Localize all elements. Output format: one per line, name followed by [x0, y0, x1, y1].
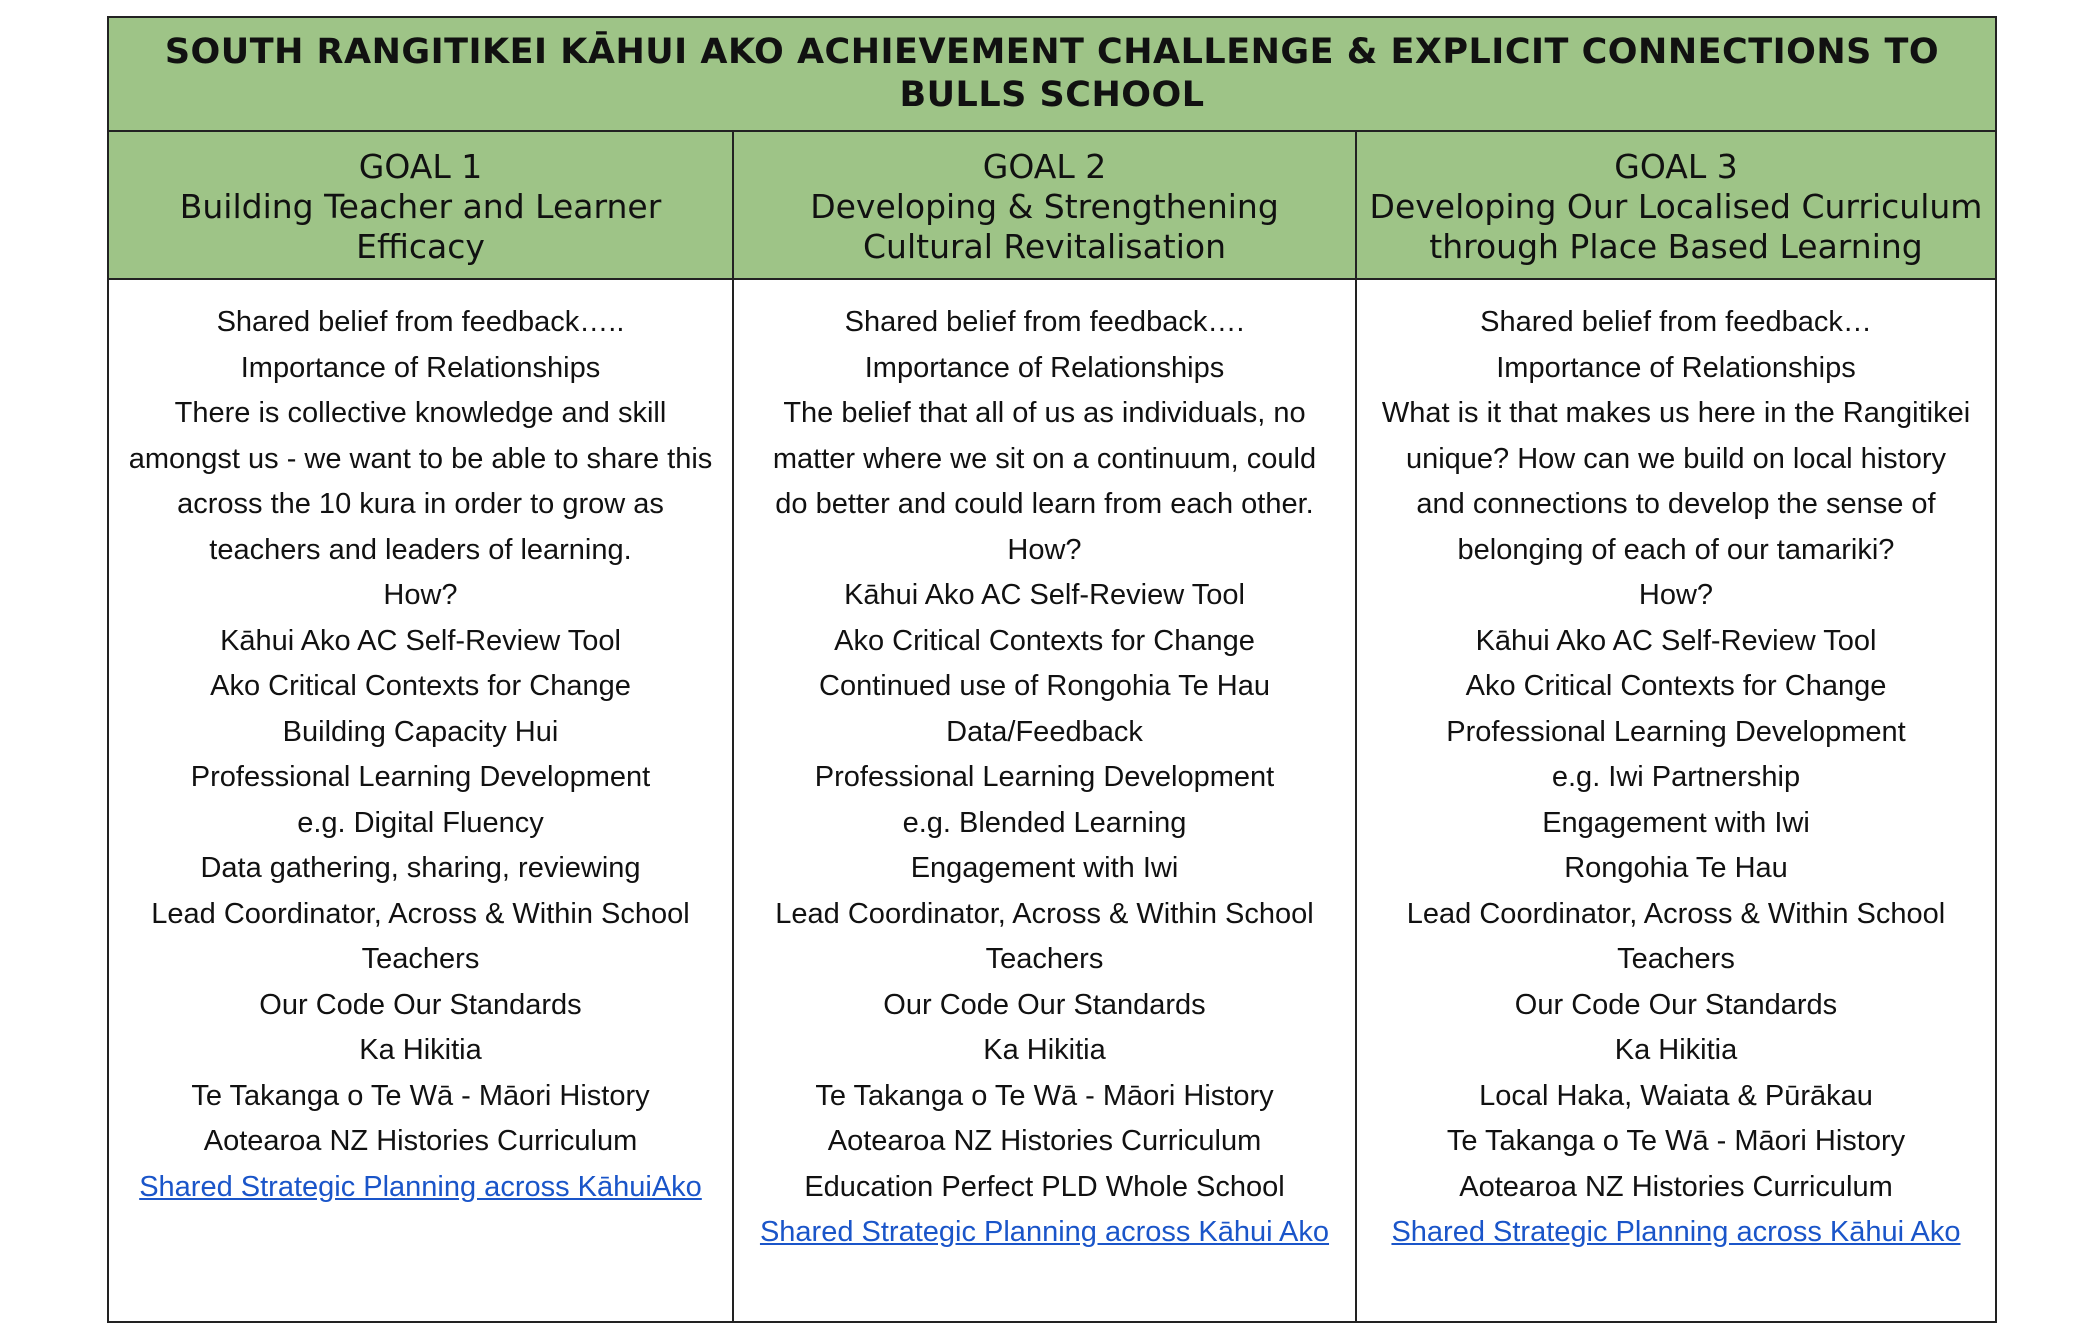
goal-3-belief: What is it that makes us here in the Rangitikei unique? How can we build on local history and connections to develop the sense of belonging of each of our tamariki?: [1381, 397, 1971, 566]
list-item: Ka Hikitia: [983, 1034, 1106, 1066]
list-item: Lead Coordinator, Across & Within School: [1406, 897, 1946, 930]
list-item: Aotearoa NZ Histories Curriculum: [1459, 1170, 1893, 1203]
list-item: Te Takanga o Te Wā - Māori History: [191, 1079, 650, 1112]
goal-3-title-line-1: Developing Our Localised Curriculum: [1369, 187, 1983, 226]
goal-2-title-line-1: Developing & Strengthening: [810, 187, 1279, 226]
list-item: Engagement with Iwi: [1542, 806, 1810, 839]
list-item: Rongohia Te Hau: [1564, 852, 1788, 884]
goal-body-row: [109, 280, 1995, 1321]
list-item: Teachers: [361, 943, 480, 975]
goal-1-title-line-1: Building Teacher and Learner: [179, 187, 662, 226]
goal-1-intro: Shared belief from feedback…..: [216, 306, 625, 338]
list-item: Kāhui Ako AC Self-Review Tool: [1475, 624, 1877, 657]
list-item: Teachers: [985, 943, 1104, 975]
goal-1-title-line-2: Efficacy: [356, 227, 485, 266]
goal-2-title-line-2: Cultural Revitalisation: [863, 227, 1226, 266]
goal-3-intro: Shared belief from feedback…: [1480, 306, 1872, 338]
goal-1-belief: There is collective knowledge and skill amongst us - we want to be able to share this across the 10 kura in order to grow as teachers and leaders of learning.: [128, 397, 713, 566]
list-item: Data/Feedback: [946, 715, 1143, 748]
list-item: Building Capacity Hui: [282, 715, 559, 748]
goal-3-focus: Importance of Relationships: [1496, 351, 1856, 384]
goal-header-row: [109, 132, 1995, 280]
list-item: Professional Learning Development: [814, 761, 1275, 793]
goal-1-focus: Importance of Relationships: [240, 351, 601, 384]
list-item: Our Code Our Standards: [1514, 988, 1838, 1021]
list-item: Te Takanga o Te Wā - Māori History: [1446, 1125, 1906, 1157]
goal-2-focus: Importance of Relationships: [864, 351, 1225, 384]
list-item: Kāhui Ako AC Self-Review Tool: [844, 579, 1245, 611]
goal-3-body: [1355, 280, 1995, 1321]
goal-2-how: How?: [1007, 533, 1082, 566]
goal-3-shared-planning-link[interactable]: Shared Strategic Planning across Kāhui Ako: [1391, 1216, 1961, 1248]
list-item: Te Takanga o Te Wā - Māori History: [815, 1079, 1274, 1112]
list-item: Engagement with Iwi: [910, 852, 1179, 884]
goal-3-how: How?: [1638, 579, 1714, 611]
list-item: Ako Critical Contexts for Change: [210, 670, 631, 702]
goal-3-title-line-2: through Place Based Learning: [1429, 227, 1923, 266]
goal-2-belief: The belief that all of us as individuals, no matter where we sit on a continuum, could do better and could learn from each other.: [772, 397, 1317, 520]
list-item: Ka Hikitia: [1614, 1034, 1738, 1066]
goal-1-number: GOAL 1: [358, 147, 483, 186]
page-title: SOUTH RANGITIKEI KĀHUI AKO ACHIEVEMENT CHALLENGE & EXPLICIT CONNECTIONS TO BULLS SCHOOL: [164, 32, 1940, 115]
list-item: Continued use of Rongohia Te Hau: [819, 670, 1270, 702]
achievement-challenge-table: [107, 16, 1997, 1323]
list-item: Local Haka, Waiata & Pūrākau: [1479, 1079, 1873, 1112]
list-item: e.g. Digital Fluency: [297, 806, 544, 839]
table-title-row: [109, 18, 1995, 132]
goal-2-shared-planning-link[interactable]: Shared Strategic Planning across Kāhui Ako: [759, 1216, 1330, 1248]
goal-2-number: GOAL 2: [982, 147, 1107, 186]
list-item: Teachers: [1617, 943, 1735, 975]
goal-2-header: [732, 132, 1355, 278]
list-item: Professional Learning Development: [1446, 715, 1906, 748]
list-item: Our Code Our Standards: [883, 988, 1206, 1021]
list-item: Professional Learning Development: [190, 761, 651, 793]
goal-1-how: How?: [383, 579, 458, 611]
list-item: Aotearoa NZ Histories Curriculum: [827, 1125, 1262, 1157]
goal-3-number: GOAL 3: [1614, 147, 1738, 186]
goal-2-intro: Shared belief from feedback….: [844, 306, 1245, 338]
list-item: Aotearoa NZ Histories Curriculum: [203, 1125, 638, 1157]
goal-1-header: [109, 132, 732, 278]
list-item: Ako Critical Contexts for Change: [1465, 670, 1887, 702]
goal-2-body: [732, 280, 1355, 1321]
list-item: Lead Coordinator, Across & Within School: [775, 897, 1314, 930]
list-item: e.g. Blended Learning: [902, 806, 1187, 839]
list-item: Ka Hikitia: [359, 1034, 482, 1066]
goal-3-header: [1355, 132, 1995, 278]
list-item: Lead Coordinator, Across & Within School: [151, 897, 690, 930]
goal-1-body: [109, 280, 732, 1321]
list-item: Kāhui Ako AC Self-Review Tool: [220, 624, 621, 657]
goal-1-shared-planning-link[interactable]: Shared Strategic Planning across KāhuiAko: [139, 1170, 702, 1203]
list-item: Education Perfect PLD Whole School: [804, 1170, 1285, 1203]
list-item: Ako Critical Contexts for Change: [834, 624, 1255, 657]
list-item: Data gathering, sharing, reviewing: [200, 852, 641, 884]
list-item: Our Code Our Standards: [259, 988, 582, 1021]
list-item: e.g. Iwi Partnership: [1551, 761, 1801, 793]
